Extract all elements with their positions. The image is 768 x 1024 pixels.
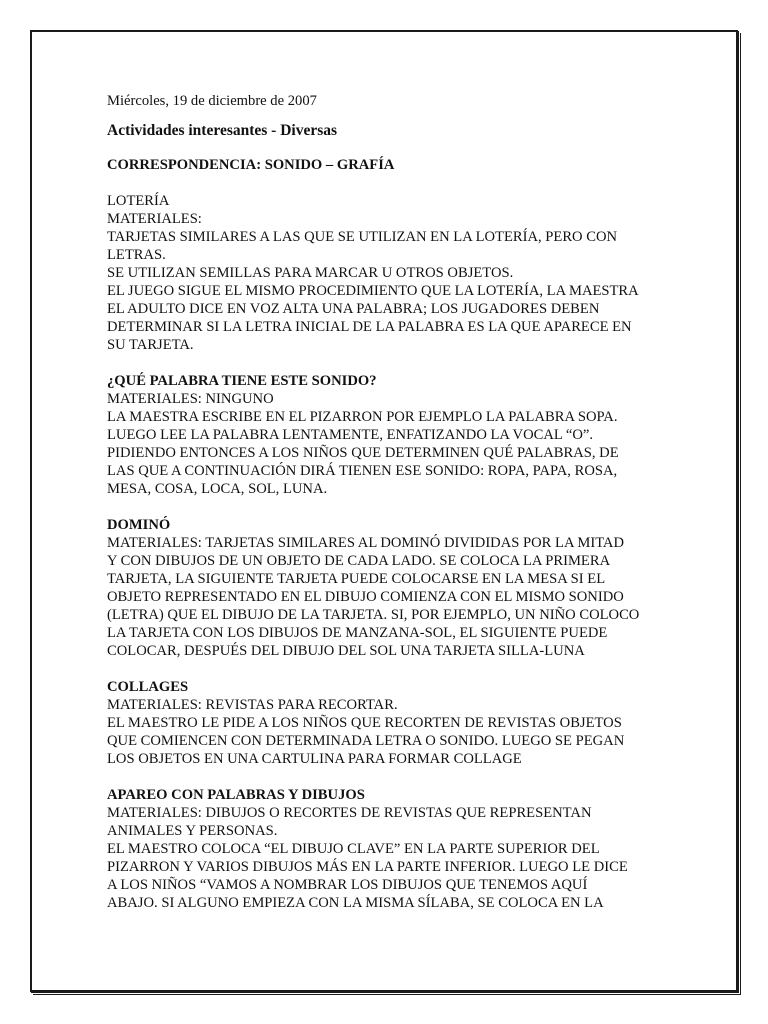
text-line: ANIMALES Y PERSONAS. [107,823,278,839]
section-apareo [107,786,687,912]
text-line: MATERIALES: TARJETAS SIMILARES AL DOMINÓ DIVIDIDAS POR LA MITAD [107,535,625,551]
text-line: TARJETAS SIMILARES A LAS QUE SE UTILIZAN EN LA LOTERÍA, PERO CON [107,229,618,245]
text-line: SU TARJETA. [107,337,194,353]
section-heading: DOMINÓ [107,517,171,533]
text-line: MATERIALES: REVISTAS PARA RECORTAR. [107,697,398,713]
text-line: EL MAESTRO COLOCA “EL DIBUJO CLAVE” EN LA PARTE SUPERIOR DEL [107,841,600,857]
section-heading: ¿QUÉ PALABRA TIENE ESTE SONIDO? [107,373,377,389]
text-line: LAS QUE A CONTINUACIÓN DIRÁ TIENEN ESE SONIDO: ROPA, PAPA, ROSA, [107,463,618,479]
text-line: LA MAESTRA ESCRIBE EN EL PIZARRON POR EJEMPLO LA PALABRA SOPA. [107,409,618,425]
text-line: (LETRA) QUE EL DIBUJO DE LA TARJETA. SI, POR EJEMPLO, UN NIÑO COLOCO [107,607,640,623]
section-collages [107,678,687,768]
text-line: LETRAS. [107,247,166,263]
text-line: PIDIENDO ENTONCES A LOS NIÑOS QUE DETERMINEN QUÉ PALABRAS, DE [107,445,619,461]
section-loteria [107,192,687,354]
text-line: A LOS NIÑOS “VAMOS A NOMBRAR LOS DIBUJOS QUE TENEMOS AQUÍ [107,877,588,893]
text-line: LOTERÍA [107,193,170,209]
text-line: Y CON DIBUJOS DE UN OBJETO DE CADA LADO. SE COLOCA LA PRIMERA [107,553,611,569]
topic-heading: CORRESPONDENCIA: SONIDO – GRAFÍA [107,157,395,173]
text-line: EL ADULTO DICE EN VOZ ALTA UNA PALABRA; LOS JUGADORES DEBEN [107,301,600,317]
text-line: LUEGO LEE LA PALABRA LENTAMENTE, ENFATIZANDO LA VOCAL “O”. [107,427,594,443]
text-line: MESA, COSA, LOCA, SOL, LUNA. [107,481,328,497]
text-line: LA TARJETA CON LOS DIBUJOS DE MANZANA-SOL, EL SIGUIENTE PUEDE [107,625,608,641]
section-heading: APAREO CON PALABRAS Y DIBUJOS [107,787,365,803]
text-line: QUE COMIENCEN CON DETERMINADA LETRA O SONIDO. LUEGO SE PEGAN [107,733,625,749]
text-line: EL JUEGO SIGUE EL MISMO PROCEDIMIENTO QUE LA LOTERÍA, LA MAESTRA [107,283,639,299]
text-line: MATERIALES: NINGUNO [107,391,274,407]
text-line: ABAJO. SI ALGUNO EMPIEZA CON LA MISMA SÍLABA, SE COLOCA EN LA [107,895,604,911]
document-body [107,92,687,930]
text-line: LOS OBJETOS EN UNA CARTULINA PARA FORMAR COLLAGE [107,751,522,767]
text-line: SE UTILIZAN SEMILLAS PARA MARCAR U OTROS OBJETOS. [107,265,514,281]
text-line: EL MAESTRO LE PIDE A LOS NIÑOS QUE RECORTEN DE REVISTAS OBJETOS [107,715,622,731]
document-date: Miércoles, 19 de diciembre de 2007 [107,93,317,109]
text-line: MATERIALES: [107,211,202,227]
document-title: Actividades interesantes - Diversas [107,122,338,139]
text-line: DETERMINAR SI LA LETRA INICIAL DE LA PALABRA ES LA QUE APARECE EN [107,319,632,335]
text-line: OBJETO REPRESENTADO EN EL DIBUJO COMIENZA CON EL MISMO SONIDO [107,589,624,605]
text-line: TARJETA, LA SIGUIENTE TARJETA PUEDE COLOCARSE EN LA MESA SI EL [107,571,606,587]
text-line: PIZARRON Y VARIOS DIBUJOS MÁS EN LA PARTE INFERIOR. LUEGO LE DICE [107,859,628,875]
section-que-palabra [107,372,687,498]
text-line: MATERIALES: DIBUJOS O RECORTES DE REVISTAS QUE REPRESENTAN [107,805,592,821]
text-line: COLOCAR, DESPUÉS DEL DIBUJO DEL SOL UNA TARJETA SILLA-LUNA [107,643,585,659]
section-domino [107,516,687,660]
section-heading: COLLAGES [107,679,189,695]
